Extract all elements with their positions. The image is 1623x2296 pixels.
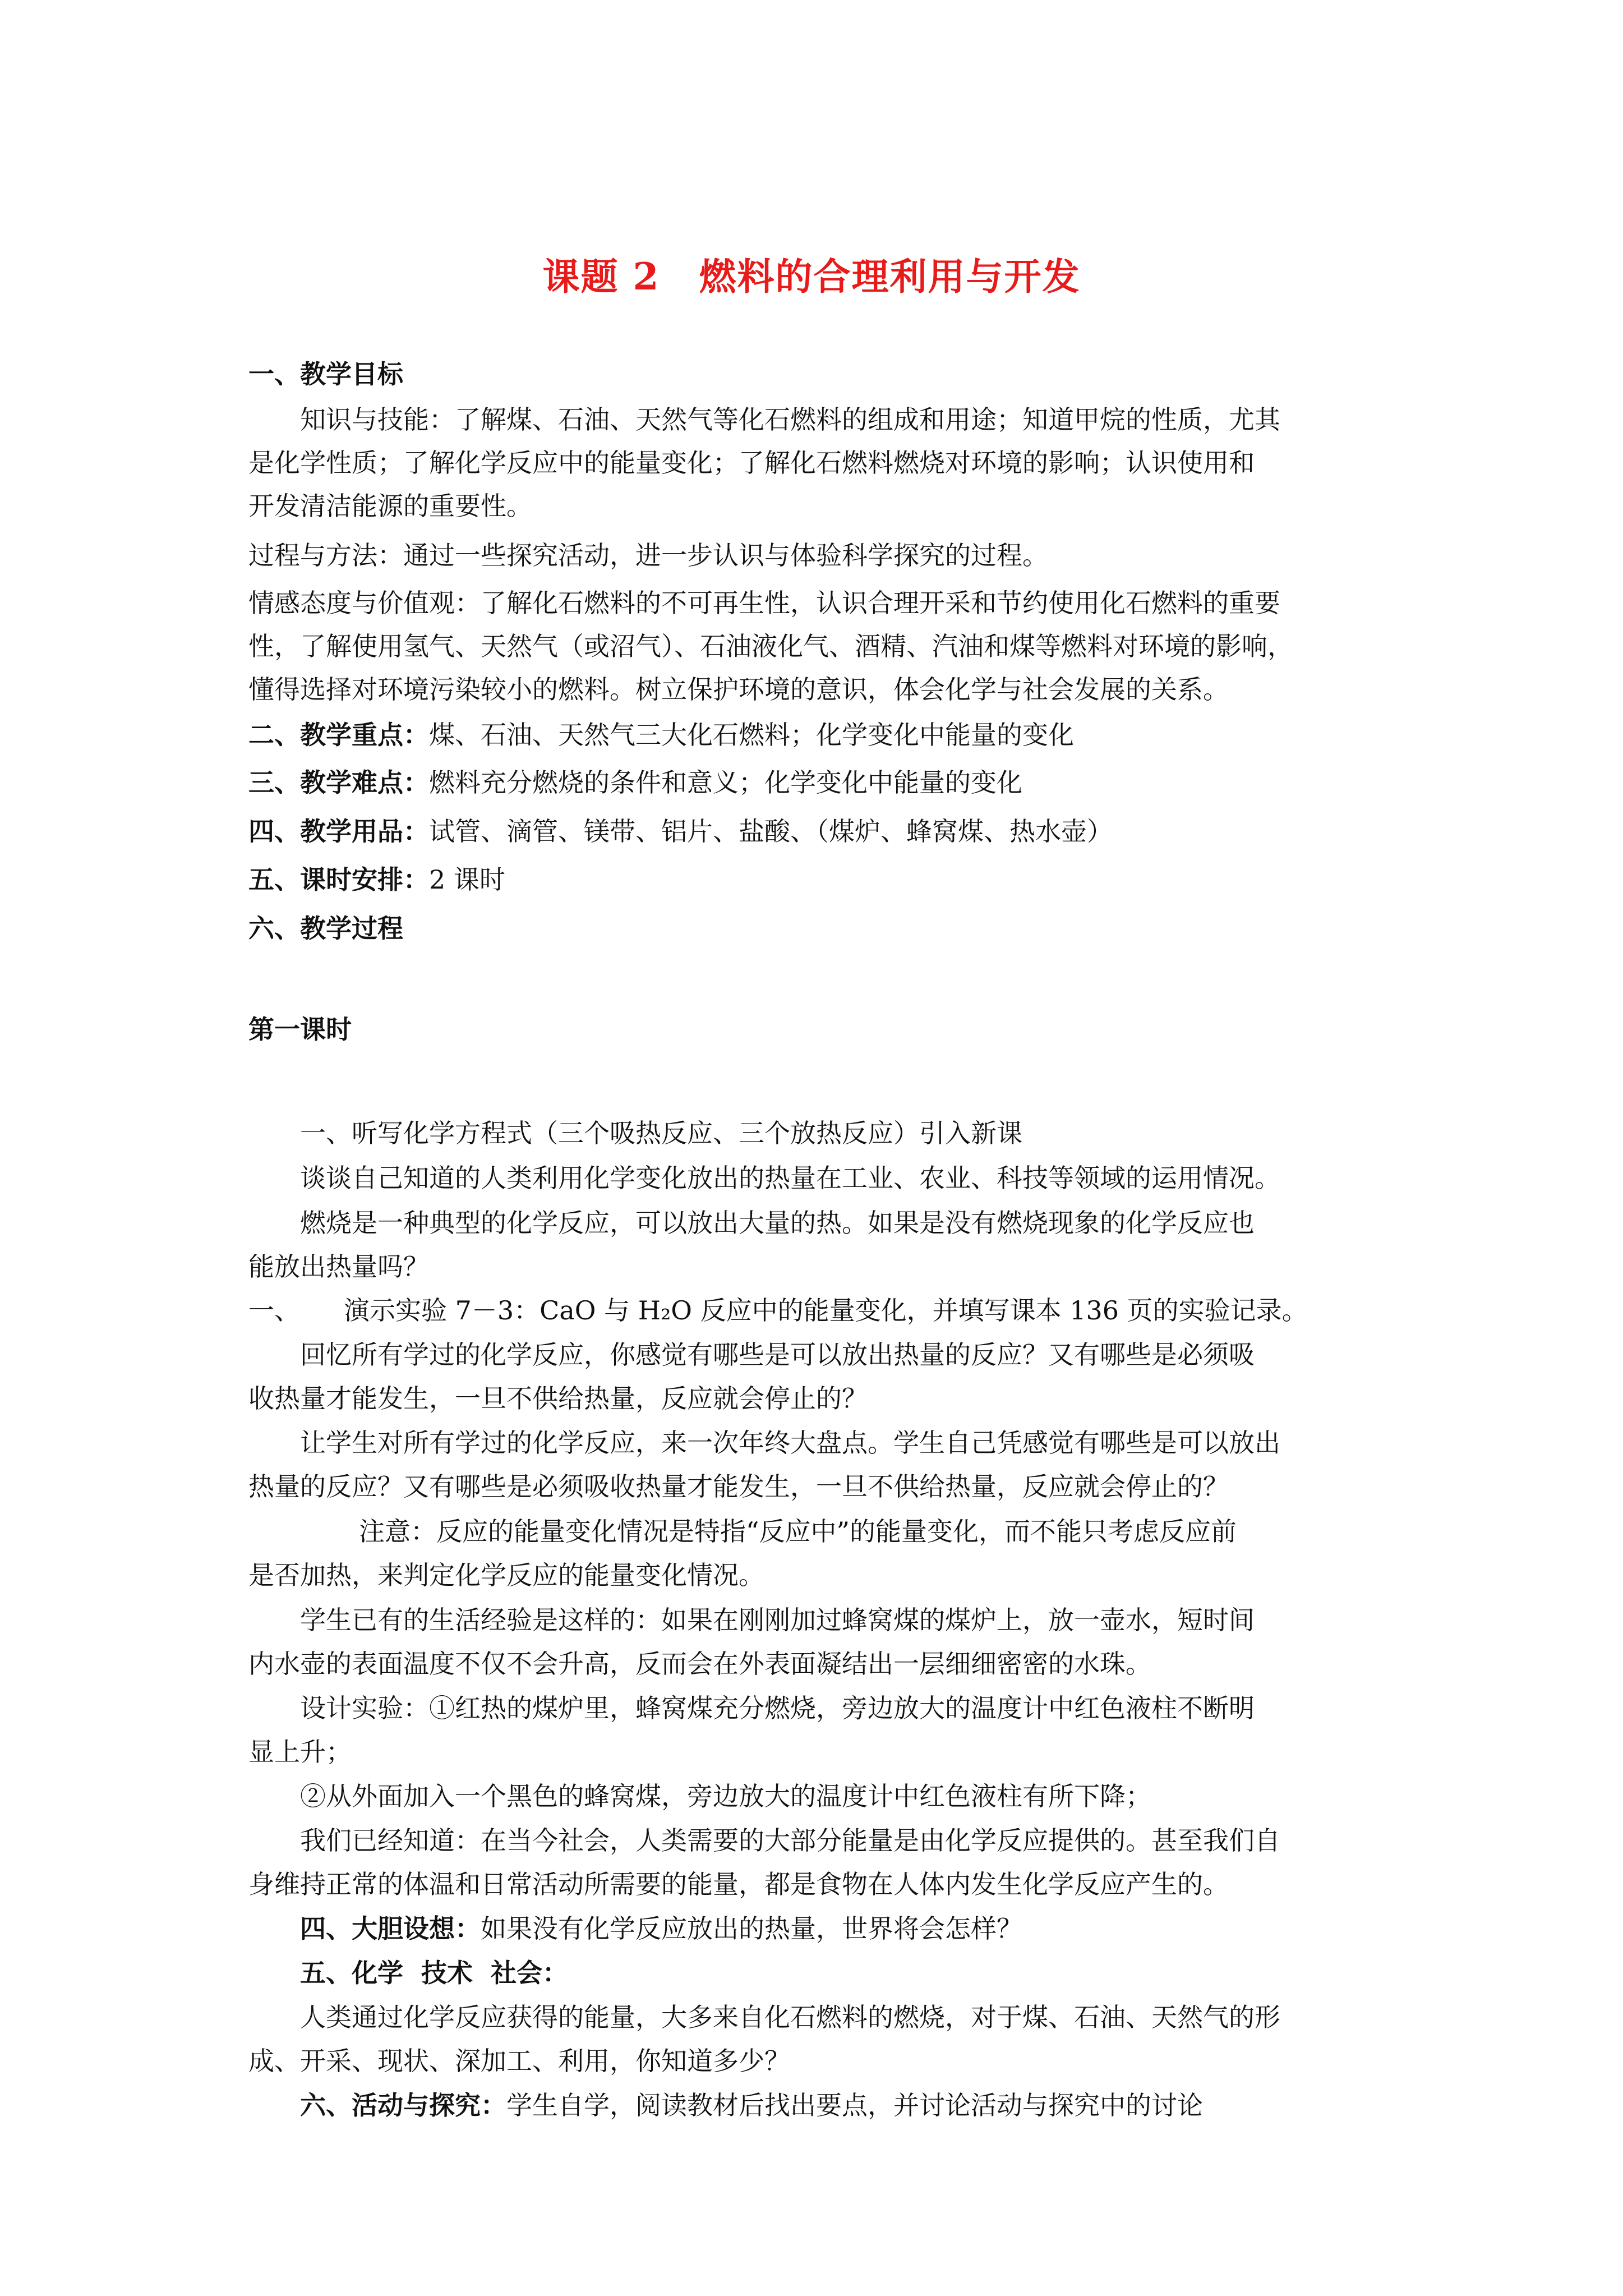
paragraph-combustion-line-2: 能放出热量吗？ [248, 1251, 429, 1282]
supplies-text: 试管、滴管、镁带、铝片、盐酸、（煤炉、蜂窝煤、热水壶） [429, 816, 1113, 846]
objective-emotion-line-3: 懂得选择对环境污染较小的燃料。树立保护环境的意识，体会化学与社会发展的关系。 [248, 674, 1229, 705]
paragraph-bold-idea [300, 1912, 1022, 1945]
paragraph-known-line-2: 身维持正常的体温和日常活动所需要的能量，都是食物在人体内发生化学反应产生的。 [248, 1869, 1229, 1899]
supplies-label: 四、教学用品： [248, 816, 429, 846]
chemistry-technology-society-heading: 五、化学 技术 社会： [300, 1958, 569, 1988]
paragraph-experience-line-1: 学生已有的生活经验是这样的：如果在刚刚加过蜂窝煤的煤炉上，放一壶水，短时间 [300, 1605, 1255, 1635]
key-points [248, 718, 1074, 752]
paragraph-demo-experiment [248, 1294, 1308, 1327]
document-title [0, 247, 1623, 300]
supplies [248, 815, 1113, 848]
objective-process: 过程与方法：通过一些探究活动，进一步认识与体验科学探究的过程。 [248, 540, 1048, 570]
objective-emotion-line-1: 情感态度与价值观：了解化石燃料的不可再生性，认识合理开采和节约使用化石燃料的重要 [248, 588, 1280, 618]
process-heading: 六、教学过程 [248, 913, 403, 944]
paragraph-review-line-1: 让学生对所有学过的化学反应，来一次年终大盘点。学生自己凭感觉有哪些是可以放出 [300, 1428, 1280, 1458]
activity-text: 学生自学，阅读教材后找出要点，并讨论活动与探究中的讨论 [506, 2090, 1203, 2120]
paragraph-note-line-1: 注意：反应的能量变化情况是特指“反应中”的能量变化，而不能只考虑反应前 [359, 1516, 1237, 1547]
difficulties [248, 766, 1022, 799]
title-lesson-number: 课题 2 [542, 255, 660, 298]
lesson-1-heading: 第一课时 [248, 1014, 352, 1045]
activity-label: 六、活动与探究： [300, 2090, 506, 2120]
difficulties-label: 三、教学难点： [248, 767, 429, 798]
difficulties-text: 燃料充分燃烧的条件和意义；化学变化中能量的变化 [429, 767, 1022, 798]
paragraph-review-line-2: 热量的反应？又有哪些是必须吸收热量才能发生，一旦不供给热量，反应就会停止的？ [248, 1471, 1229, 1502]
paragraph-fossil-fuels-line-2: 成、开采、现状、深加工、利用，你知道多少？ [248, 2046, 790, 2076]
key-points-text: 煤、石油、天然气三大化石燃料；化学变化中能量的变化 [429, 720, 1074, 750]
objective-knowledge-line-1: 知识与技能：了解煤、石油、天然气等化石燃料的组成和用途；知道甲烷的性质，尤其 [300, 404, 1280, 435]
paragraph-note-line-2: 是否加热，来判定化学反应的能量变化情况。 [248, 1560, 764, 1590]
objective-knowledge-line-3: 开发清洁能源的重要性。 [248, 491, 532, 521]
paragraph-recall-line-2: 收热量才能发生，一旦不供给热量，反应就会停止的？ [248, 1383, 868, 1414]
demo-text: 演示实验 7－3：CaO 与 H₂O 反应中的能量变化，并填写课本 136 页的实验记录。 [344, 1295, 1308, 1326]
paragraph-design-line-2: 显上升； [248, 1737, 352, 1767]
paragraph-combustion-line-1: 燃烧是一种典型的化学反应，可以放出大量的热。如果是没有燃烧现象的化学反应也 [300, 1208, 1255, 1238]
paragraph-recall-line-1: 回忆所有学过的化学反应，你感觉有哪些是可以放出热量的反应？又有哪些是必须吸 [300, 1340, 1255, 1370]
demo-number: 一、 [248, 1295, 300, 1326]
paragraph-dictation: 一、听写化学方程式（三个吸热反应、三个放热反应）引入新课 [300, 1118, 1022, 1148]
key-points-label: 二、教学重点： [248, 720, 429, 750]
paragraph-fossil-fuels-line-1: 人类通过化学反应获得的能量，大多来自化石燃料的燃烧，对于煤、石油、天然气的形 [300, 2002, 1280, 2032]
paragraph-design-line-1: 设计实验：①红热的煤炉里，蜂窝煤充分燃烧，旁边放大的温度计中红色液柱不断明 [300, 1693, 1255, 1723]
title-topic: 燃料的合理利用与开发 [699, 255, 1081, 298]
objective-emotion-line-2: 性，了解使用氢气、天然气（或沼气）、石油液化气、酒精、汽油和煤等燃料对环境的影响， [248, 631, 1293, 661]
paragraph-experience-line-2: 内水壶的表面温度不仅不会升高，反而会在外表面凝结出一层细细密密的水珠。 [248, 1649, 1151, 1679]
paragraph-design-step-2: ②从外面加入一个黑色的蜂窝煤，旁边放大的温度计中红色液柱有所下降； [300, 1781, 1151, 1811]
bold-idea-label: 四、大胆设想： [300, 1913, 481, 1944]
paragraph-discuss: 谈谈自己知道的人类利用化学变化放出的热量在工业、农业、科技等领域的运用情况。 [300, 1163, 1280, 1193]
schedule-text: 2 课时 [429, 864, 505, 895]
objectives-heading: 一、教学目标 [248, 359, 403, 389]
schedule [248, 863, 505, 896]
schedule-label: 五、课时安排： [248, 864, 429, 895]
objective-knowledge-line-2: 是化学性质；了解化学反应中的能量变化；了解化石燃料燃烧对环境的影响；认识使用和 [248, 448, 1255, 478]
bold-idea-text: 如果没有化学反应放出的热量，世界将会怎样？ [481, 1913, 1022, 1944]
paragraph-activity [300, 2088, 1203, 2122]
paragraph-known-line-1: 我们已经知道：在当今社会，人类需要的大部分能量是由化学反应提供的。甚至我们自 [300, 1825, 1280, 1856]
